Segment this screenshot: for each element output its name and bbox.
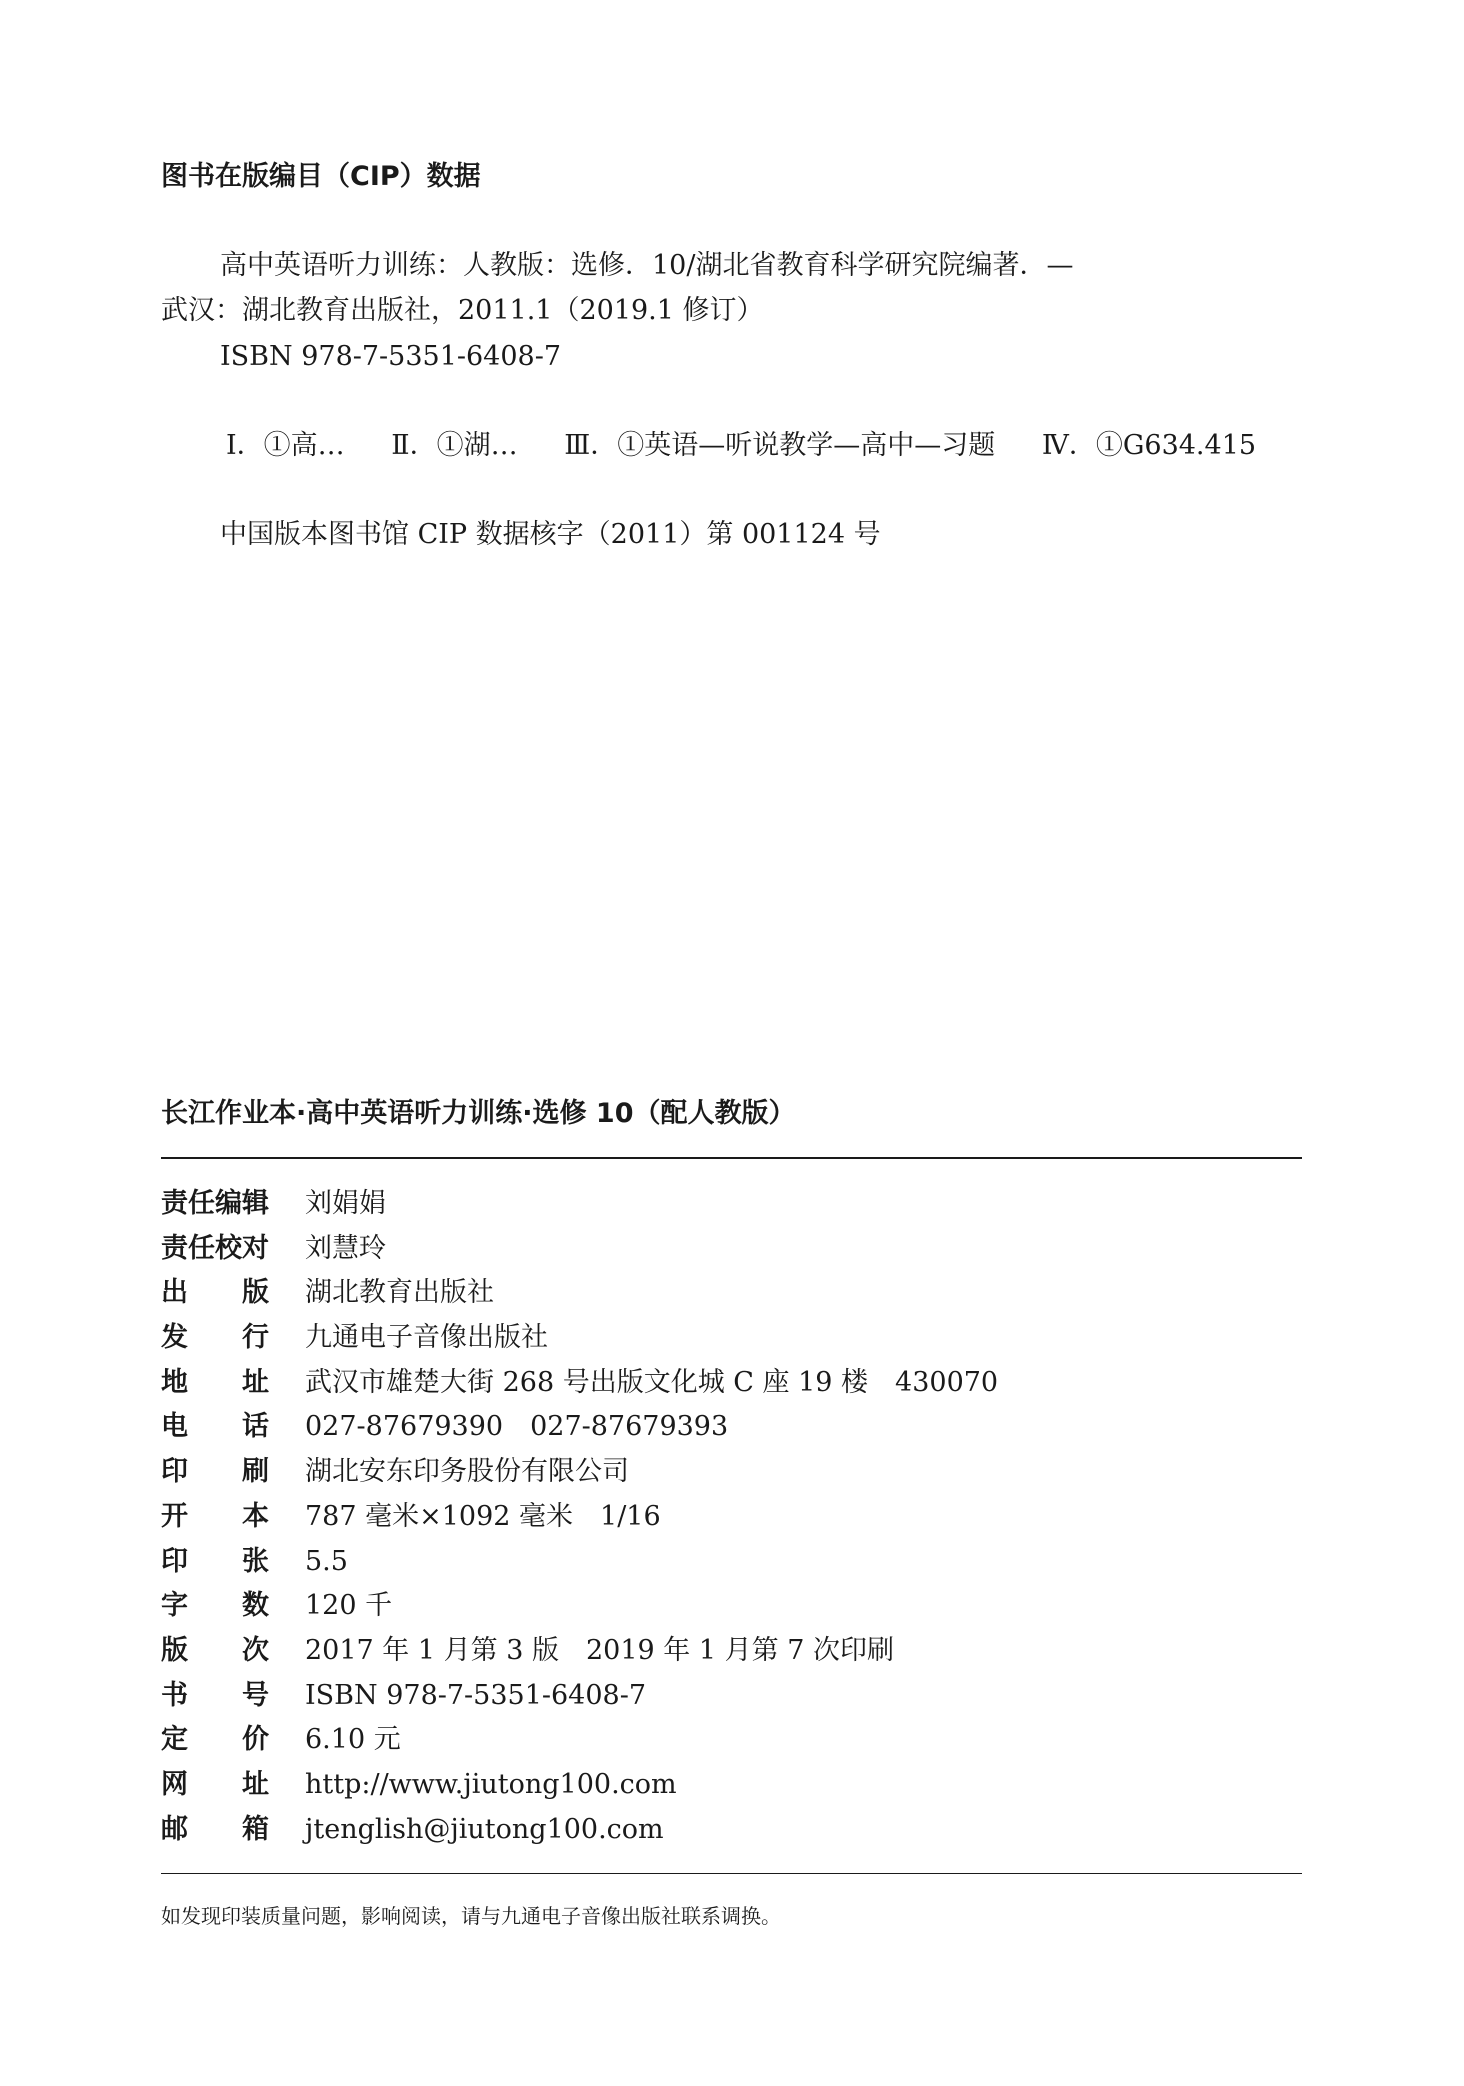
row-label: 印 刷 bbox=[161, 1456, 269, 1488]
colophon-row bbox=[161, 1540, 998, 1585]
colophon-row bbox=[161, 1361, 998, 1406]
row-value: 湖北教育出版社 bbox=[305, 1277, 494, 1309]
colophon-row bbox=[161, 1495, 998, 1540]
cip-record-number: 中国版本图书馆 CIP 数据核字（2011）第 001124 号 bbox=[220, 519, 881, 550]
row-value: 九通电子音像出版社 bbox=[305, 1322, 548, 1354]
row-value: 2017 年 1 月第 3 版 2019 年 1 月第 7 次印刷 bbox=[305, 1634, 894, 1666]
colophon-row bbox=[161, 1271, 998, 1316]
quality-notice: 如发现印装质量问题，影响阅读，请与九通电子音像出版社联系调换。 bbox=[161, 1904, 781, 1928]
row-label: 网 址 bbox=[161, 1768, 269, 1800]
row-value: 787 毫米×1092 毫米 1/16 bbox=[305, 1500, 661, 1532]
colophon-row bbox=[161, 1316, 998, 1361]
row-label: 地 址 bbox=[161, 1366, 269, 1398]
classification-item: Ⅰ．①高… bbox=[226, 430, 345, 461]
row-value: 6.10 元 bbox=[305, 1724, 401, 1756]
row-label: 字 数 bbox=[161, 1590, 269, 1622]
cip-classification bbox=[226, 428, 1256, 464]
row-label: 责任校对 bbox=[161, 1232, 269, 1264]
row-label: 邮 箱 bbox=[161, 1813, 269, 1845]
row-value: http://www.jiutong100.com bbox=[305, 1768, 677, 1800]
row-label: 定 价 bbox=[161, 1724, 269, 1756]
colophon-row bbox=[161, 1227, 998, 1272]
row-label: 电 话 bbox=[161, 1411, 269, 1443]
cip-entry-line-2: 武汉：湖北教育出版社，2011.1（2019.1 修订） bbox=[161, 295, 764, 326]
colophon-row bbox=[161, 1405, 998, 1450]
row-value: 027-87679390 027-87679393 bbox=[305, 1411, 729, 1443]
row-label: 印 张 bbox=[161, 1545, 269, 1577]
classification-item: Ⅳ．①G634.415 bbox=[1041, 430, 1257, 461]
row-label: 书 号 bbox=[161, 1679, 269, 1711]
row-label: 出 版 bbox=[161, 1277, 269, 1309]
colophon-row bbox=[161, 1450, 998, 1495]
row-value: 刘慧玲 bbox=[305, 1232, 386, 1264]
top-divider bbox=[161, 1157, 1302, 1159]
row-label: 责任编辑 bbox=[161, 1188, 269, 1219]
row-label: 版 次 bbox=[161, 1634, 269, 1666]
cip-isbn: ISBN 978-7-5351-6408-7 bbox=[220, 341, 562, 372]
row-value: jtenglish@jiutong100.com bbox=[305, 1813, 664, 1845]
row-value: ISBN 978-7-5351-6408-7 bbox=[305, 1679, 647, 1711]
row-label: 开 本 bbox=[161, 1500, 269, 1532]
cip-heading: 图书在版编目（CIP）数据 bbox=[161, 161, 481, 192]
colophon-row bbox=[161, 1629, 998, 1674]
row-value: 武汉市雄楚大街 268 号出版文化城 C 座 19 楼 430070 bbox=[305, 1366, 999, 1398]
colophon-row bbox=[161, 1718, 998, 1763]
row-value: 刘娟娟 bbox=[305, 1188, 386, 1219]
bottom-divider bbox=[161, 1873, 1302, 1874]
colophon-row bbox=[161, 1584, 998, 1629]
row-value: 5.5 bbox=[305, 1545, 348, 1577]
colophon-row bbox=[161, 1808, 998, 1853]
colophon-table bbox=[161, 1182, 998, 1852]
book-title: 长江作业本·高中英语听力训练·选修 10（配人教版） bbox=[161, 1098, 796, 1129]
colophon-row bbox=[161, 1763, 998, 1808]
classification-item: Ⅱ．①湖… bbox=[391, 430, 518, 461]
row-value: 120 千 bbox=[305, 1590, 393, 1622]
row-value: 湖北安东印务股份有限公司 bbox=[305, 1456, 629, 1488]
row-label: 发 行 bbox=[161, 1322, 269, 1354]
colophon-row bbox=[161, 1182, 998, 1227]
cip-entry-line-1: 高中英语听力训练：人教版：选修．10/湖北省教育科学研究院编著．— bbox=[220, 250, 1074, 281]
colophon-row bbox=[161, 1674, 998, 1719]
classification-item: Ⅲ．①英语—听说教学—高中—习题 bbox=[564, 430, 996, 461]
